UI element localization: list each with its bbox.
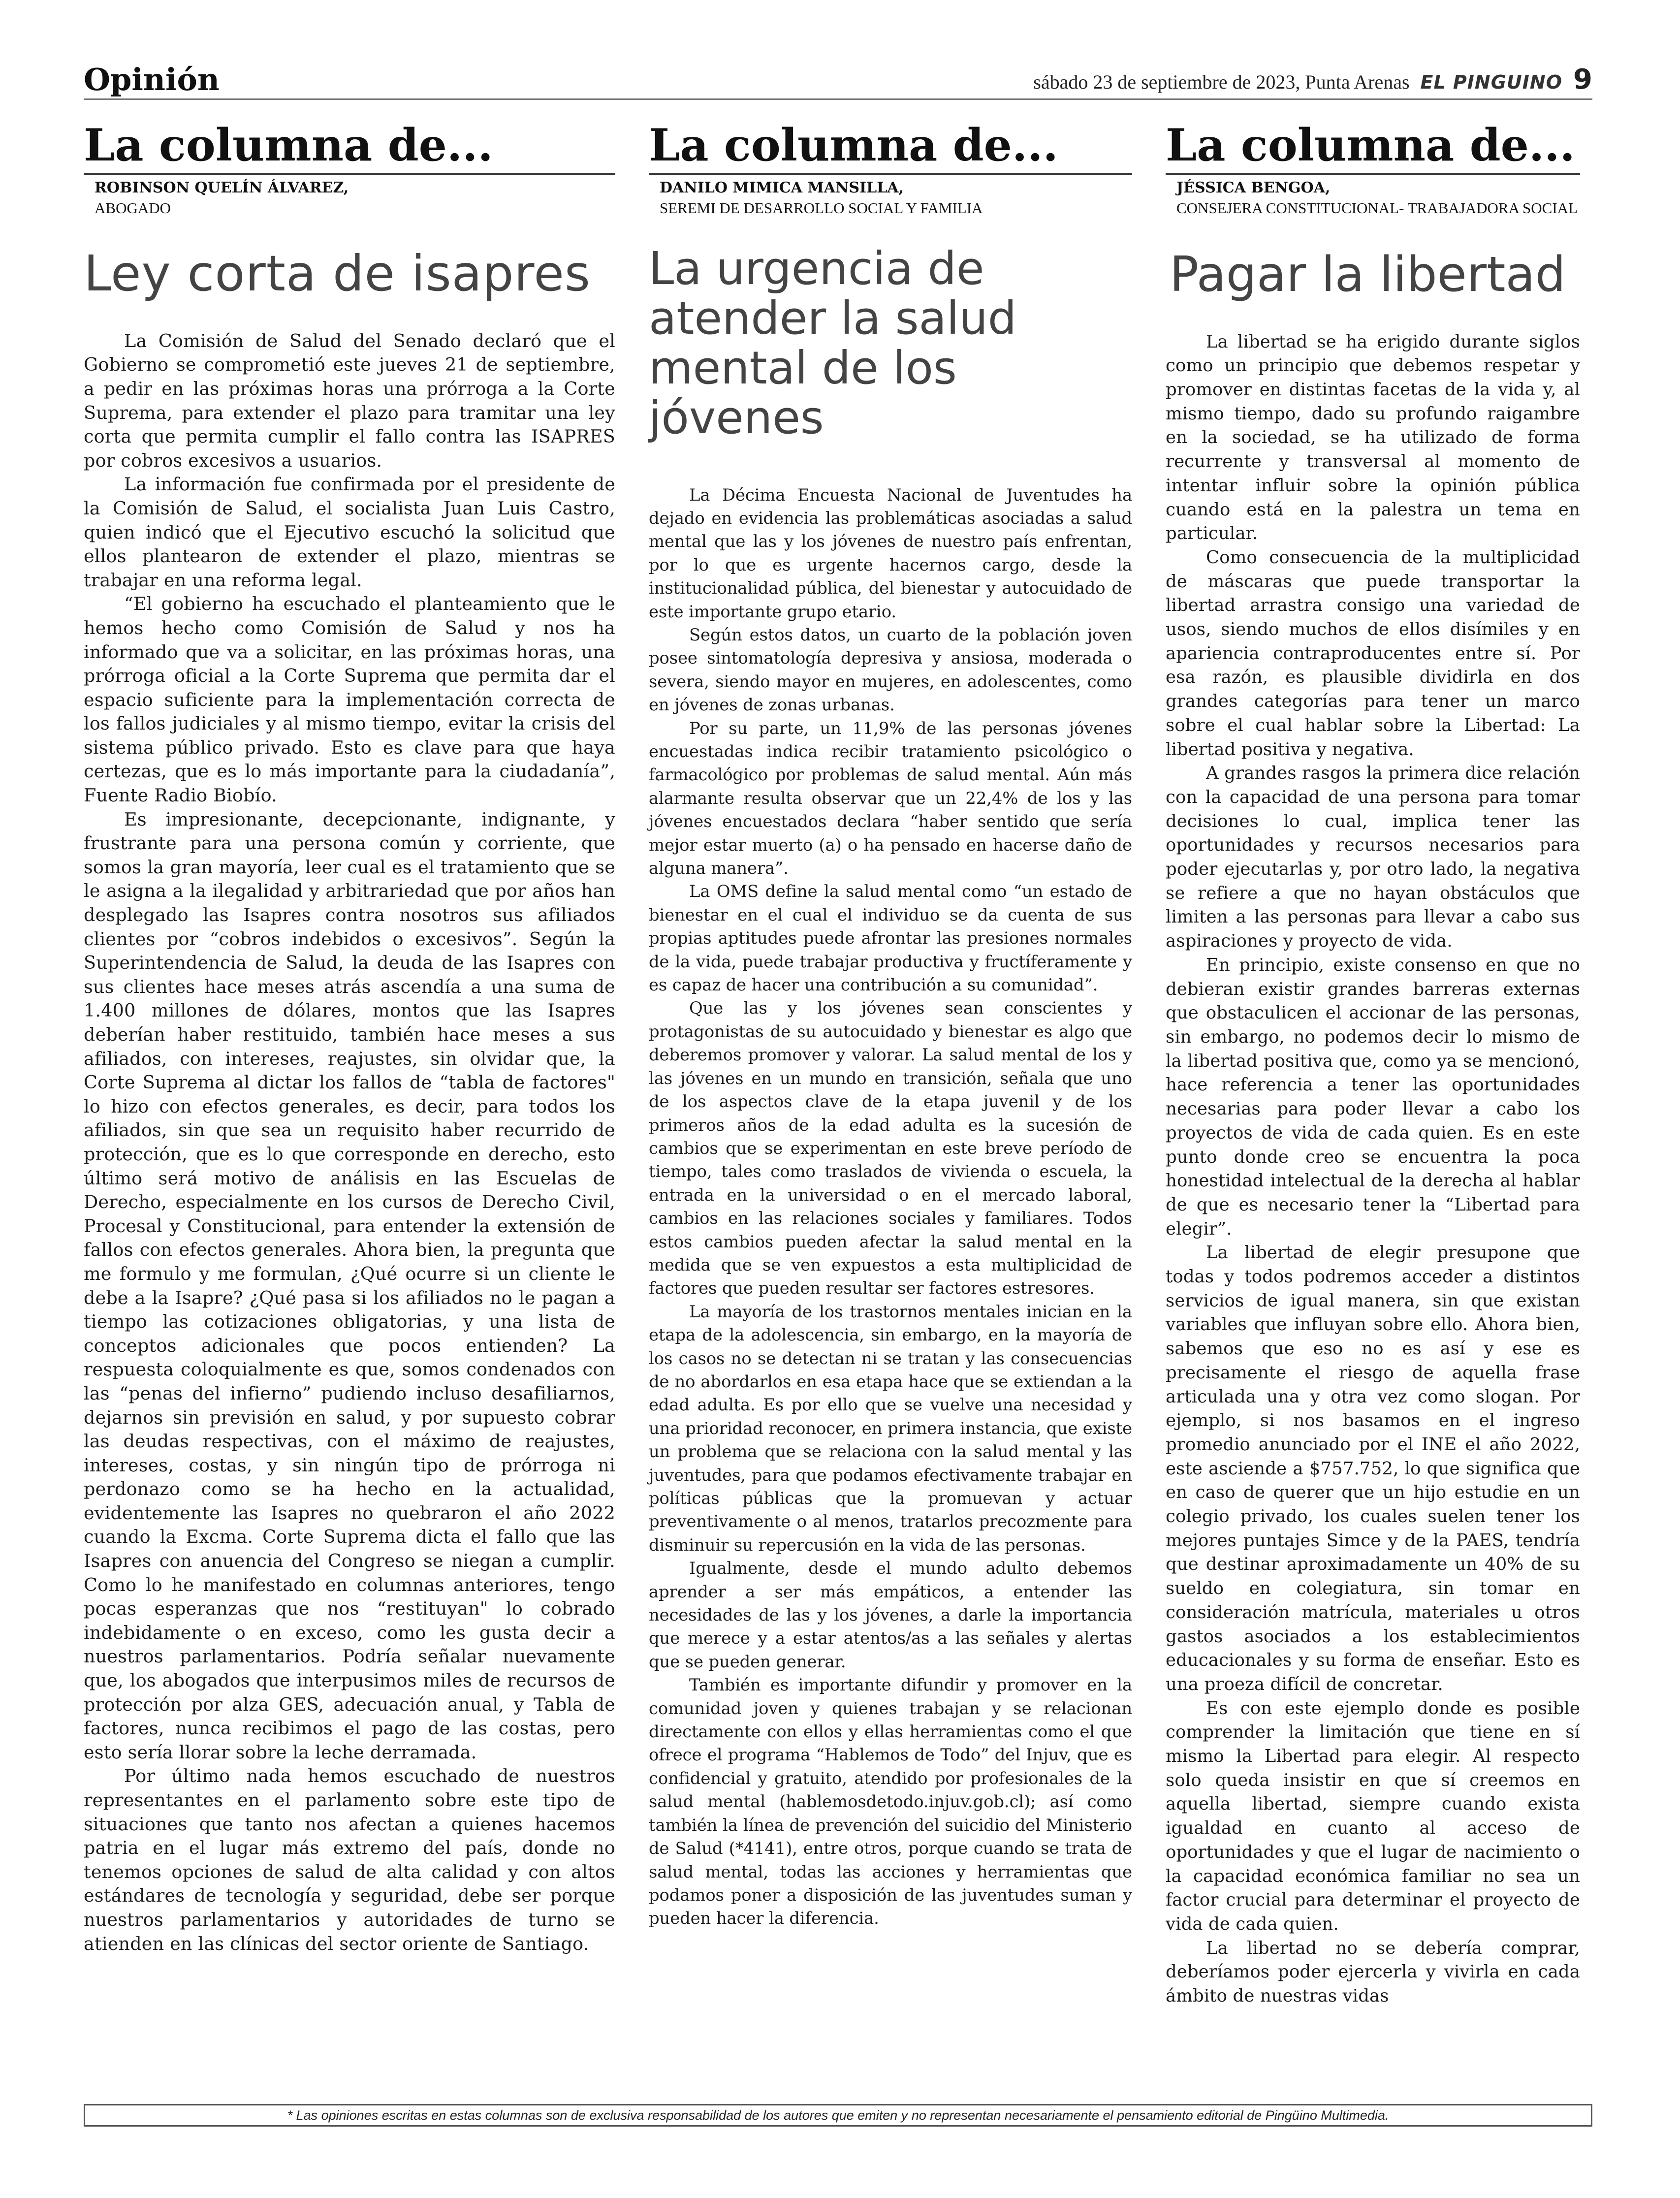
- article-body: [1166, 330, 1580, 2008]
- paragraph: La libertad se ha erigido durante siglos como un principio que debemos respetar y promover en distintas facetas de la vida y, al mismo tiempo, dado su profundo raigambre en la sociedad, se ha utilizado de forma recurrente y transversal al momento de intentar influir sobre la opinión pública cuando está en la palestra un tema en particular.: [1166, 331, 1580, 544]
- paragraph: La información fue confirmada por el presidente de la Comisión de Salud, el socialista Juan Luis Castro, quien indicó que el Ejecutivo escuchó la solicitud que ellos plantearon de extender el plazo, mientras se trabajar en una reforma legal.: [84, 474, 615, 591]
- paragraph: La libertad no se debería comprar, deberíamos poder ejercerla y vivirla en cada ámbito de nuestras vidas: [1166, 1938, 1580, 2007]
- paragraph: Según estos datos, un cuarto de la población joven posee sintomatología depresiva y ansiosa, moderada o severa, siendo mayor en mujeres, en adolescentes, como en jóvenes de zonas urbanas.: [649, 625, 1132, 715]
- author-name: ROBINSON QUELÍN ÁLVAREZ,: [95, 179, 349, 196]
- column-heading: La columna de...: [1166, 123, 1580, 175]
- article-title: La urgencia de atender la salud mental de los jóvenes: [649, 242, 1017, 445]
- article-title: Pagar la libertad: [1170, 246, 1566, 303]
- column-heading: La columna de...: [649, 123, 1132, 175]
- paragraph: Por último nada hemos escuchado de nuestros representantes en el parlamento sobre este tipo de situaciones que tanto nos afectan a quienes hacemos patria en el lugar más extremo del país, donde no tenemos opciones de salud de alta calidad y con altos estándares de tecnología y seguridad, debe ser porque nuestros parlamentarios y autoridades de turno se atienden en las clínicas del sector oriente de Santiago.: [84, 1765, 615, 1954]
- disclaimer-box: [84, 2104, 1592, 2127]
- article-body: [84, 329, 615, 1956]
- opinion-column-3: [1166, 119, 1580, 2008]
- paragraph: Es con este ejemplo donde es posible comprender la limitación que tiene en sí mismo la Libertad para elegir. Al respecto solo queda insistir en que sí creemos en aquella libertad, siempre cuando exista igualdad en cuanto al acceso de oportunidades y que el lugar de nacimiento o la capacidad económica familiar no sea un factor crucial para determinar el proyecto de vida de cada quien.: [1166, 1698, 1580, 1934]
- page-header: [84, 63, 1592, 100]
- paragraph: A grandes rasgos la primera dice relación con la capacidad de una persona para tomar decisiones lo cual, implica tener las oportunidades y recursos necesarios para poder ejecutarlas y, por otro lado, la negativa se refiere a que no hayan obstáculos que limiten a las personas para llevar a cabo sus aspiraciones y proyecto de vida.: [1166, 763, 1580, 952]
- newspaper-logo: EL PINGUINO: [1420, 71, 1563, 93]
- paragraph: Por su parte, un 11,9% de las personas jóvenes encuestadas indica recibir tratamiento psicológico o farmacológico por problemas de salud mental. Aún más alarmante resulta observar que un 22,4% de los y las jóvenes encuestados declara “haber sentido que sería mejor estar muerto (a) o ha pensado en hacerse daño de alguna manera”.: [649, 718, 1132, 878]
- paragraph: La libertad de elegir presupone que todas y todos podremos acceder a distintos servicios de igual manera, sin que existan variables que influyan sobre ello. Ahora bien, sabemos que eso no es así y ese es precisamente el riesgo de aquella frase articulada una y otra vez como slogan. Por ejemplo, si nos basamos en el ingreso promedio anunciado por el INE el año 2022, este asciende a $757.752, lo que significa que en caso de querer que un hijo estudie en un colegio privado, los cuales suelen tener los mejores puntajes Simce y de la PAES, tendría que destinar aproximadamente un 40% de su sueldo en colegiatura, sin tomar en consideración matrícula, materiales u otros gastos asociados a los establecimientos educacionales y su forma de enseñar. Esto es una proeza difícil de concretar.: [1166, 1242, 1580, 1694]
- article-title: Ley corta de isapres: [84, 244, 591, 302]
- paragraph: También es importante difundir y promover en la comunidad joven y quienes trabajan y se relacionan directamente con ellos y ellas herramientas como el que ofrece el programa “Hablemos de Todo” del Injuv, que es confidencial y gratuito, atendido por profesionales de la salud mental (hablemosdetodo.injuv.gob.cl); así como también la línea de prevención del suicidio del Ministerio de Salud (*4141), entre otros, porque cuando se trata de salud mental, todas las acciones y herramientas que podamos poner a disposición de las juventudes suman y pueden hacer la diferencia.: [649, 1675, 1132, 1928]
- paragraph: Como consecuencia de la multiplicidad de máscaras que puede transportar la libertad arrastra consigo una variedad de usos, siendo muchos de ellos disímiles y en apariencia contraproducentes entre sí. Por esa razón, es plausible dividirla en dos grandes categorías para tener un marco sobre el cual hablar sobre la Libertad: La libertad positiva y negativa.: [1166, 547, 1580, 760]
- section-name: Opinión: [84, 62, 220, 97]
- paragraph: Igualmente, desde el mundo adulto debemos aprender a ser más empáticos, a entender las necesidades de las y los jóvenes, a darle la importancia que merece y a estar atentos/as a las señales y alertas que se pueden generar.: [649, 1559, 1132, 1671]
- dateline: sábado 23 de septiembre de 2023, Punta Arenas: [1033, 71, 1410, 93]
- article-body: [649, 483, 1132, 1930]
- paragraph: La OMS define la salud mental como “un estado de bienestar en el cual el individuo se da cuenta de sus propias aptitudes puede afrontar las presiones normales de la vida, puede trabajar productiva y fructíferamente y es capaz de hacer una contribución a su comunidad”.: [649, 882, 1132, 995]
- page-number: 9: [1573, 64, 1592, 96]
- paragraph: En principio, existe consenso en que no debieran existir grandes barreras externas que obstaculicen el accionar de las personas, sin embargo, no podemos decir lo mismo de la libertad positiva que, como ya se mencionó, hace referencia a tener las oportunidades necesarias para poder llevar a cabo los proyectos de vida de cada quien. Es en este punto donde creo se encuentra la poca honestidad intelectual de la derecha al hablar de que es necesario tener la “Libertad para elegir”.: [1166, 955, 1580, 1239]
- paragraph: Que las y los jóvenes sean conscientes y protagonistas de su autocuidado y bienestar es algo que deberemos promover y valorar. La salud mental de los y las jóvenes en un mundo en transición, señala que uno de los aspectos clave de la etapa juvenil y de los primeros años de la edad adulta es la sucesión de cambios que se experimentan en este breve período de tiempo, tales como traslados de vivienda o escuela, la entrada en la universidad o en el mercado laboral, cambios en las relaciones sociales y familiares. Todos estos cambios pueden afectar la salud mental en la medida que se ven expuestos a esta multiplicidad de factores que pueden resultar ser factores estresores.: [649, 998, 1132, 1298]
- opinion-column-1: [84, 119, 615, 1956]
- paragraph: La mayoría de los trastornos mentales inician en la etapa de la adolescencia, sin embargo, en la mayoría de los casos no se detectan ni se tratan y las consecuencias de no abordarlos en esa etapa hace que se extiendan a la edad adulta. Es por ello que se vuelve una necesidad y una prioridad reconocer, en primera instancia, que existe un problema que se relaciona con la salud mental y las juventudes, para que podamos efectivamente trabajar en políticas públicas que la promuevan y actuar preventivamente o al menos, tratarlos precozmente para disminuir su repercusión en la vida de las personas.: [649, 1302, 1132, 1555]
- author-name: JÉSSICA BENGOA,: [1176, 179, 1331, 196]
- paragraph: Es impresionante, decepcionante, indignante, y frustrante para una persona común y corriente, que somos la gran mayoría, leer cual es el tratamiento que se le asigna a la ilegalidad y arbitrariedad que por años han desplegado las Isapres contra nosotros sus afiliados clientes por “cobros indebidos o excesivos”. Según la Superintendencia de Salud, la deuda de las Isapres con sus clientes hace meses atrás ascendía a una suma de 1.400 millones de dólares, montos que las Isapres deberían haber restituido, también hace meses a sus afiliados, con intereses, reajustes, sin olvidar que, la Corte Suprema al dictar los fallos de “tabla de factores" lo hizo con efectos generales, es decir, para todos los afiliados, sin que sea un requisito haber recurrido de protección, que es lo que corresponde en derecho, esto último será motivo de análisis en las Escuelas de Derecho, especialmente en los cursos de Derecho Civil, Procesal y Constitucional, para entender la extensión de fallos con efectos generales. Ahora bien, la pregunta que me formulo y me formulan, ¿Qué ocurre si un cliente le debe a la Isapre? ¿Qué pasa si los afiliados no le pagan a tiempo las cotizaciones obligatorias, y una lista de conceptos adicionales que pocos entienden? La respuesta coloquialmente es que, somos condenados con las “penas del infierno” pudiendo incluso desafiliarnos, dejarnos sin previsión en salud, y por supuesto cobrar las deudas respectivas, con el máximo de reajustes, intereses, costas, y sin ningún tipo de prórroga ni perdonazo como se ha hecho en la actualidad, evidentemente las Isapres no quebraron el año 2022 cuando la Excma. Corte Suprema dicta el fallo que las Isapres con anuencia del Congreso se niegan a cumplir. Como lo he manifestado en columnas anteriores, tengo pocas esperanzas que nos “restituyan" lo cobrado indebidamente o en exceso, como les gusta decir a nuestros parlamentarios. Podría señalar nuevamente que, los abogados que interpusimos miles de recursos de protección por alza GES, adecuación anual, y Tabla de factores, nunca recibimos el pago de las costas, pero esto sería llorar sobre la leche derramada.: [84, 808, 615, 1763]
- paragraph: “El gobierno ha escuchado el planteamiento que le hemos hecho como Comisión de Salud y nos ha informado que va a solicitar, en las próximas horas, una prórroga oficial a la Corte Suprema que permita dar el espacio suficiente para la implementación correcta de los fallos judiciales y al mismo tiempo, evitar la crisis del sistema público privado. Esto es clave para que haya certezas, que es lo más importante para la ciudadanía”, Fuente Radio Biobío.: [84, 593, 615, 806]
- paragraph: La Décima Encuesta Nacional de Juventudes ha dejado en evidencia las problemáticas asociadas a salud mental que las y los jóvenes de nuestro país enfrentan, por lo que es urgente hacernos cargo, desde la institucionalidad pública, del bienestar y autocuidado de este importante grupo etario.: [649, 485, 1132, 621]
- disclaimer-text: * Las opiniones escritas en estas columnas son de exclusiva responsabilidad de los autores que emiten y no representan necesariamente el pensamiento editorial de Pingüino Multimedia.: [287, 2107, 1389, 2123]
- header-info: [1033, 64, 1592, 96]
- author-name: DANILO MIMICA MANSILLA,: [660, 179, 904, 196]
- author-role: SEREMI DE DESARROLLO SOCIAL Y FAMILIA: [660, 199, 983, 217]
- opinion-column-2: [649, 119, 1132, 1930]
- paragraph: La Comisión de Salud del Senado declaró que el Gobierno se comprometió este jueves 21 de septiembre, a pedir en las próximas horas una prórroga a la Corte Suprema, para extender el plazo para tramitar una ley corta que permita cumplir el fallo contra las ISAPRES por cobros excesivos a usuarios.: [84, 330, 615, 471]
- column-heading: La columna de...: [84, 123, 615, 175]
- author-role: CONSEJERA CONSTITUCIONAL- TRABAJADORA SOCIAL: [1176, 199, 1578, 217]
- author-role: ABOGADO: [95, 199, 171, 217]
